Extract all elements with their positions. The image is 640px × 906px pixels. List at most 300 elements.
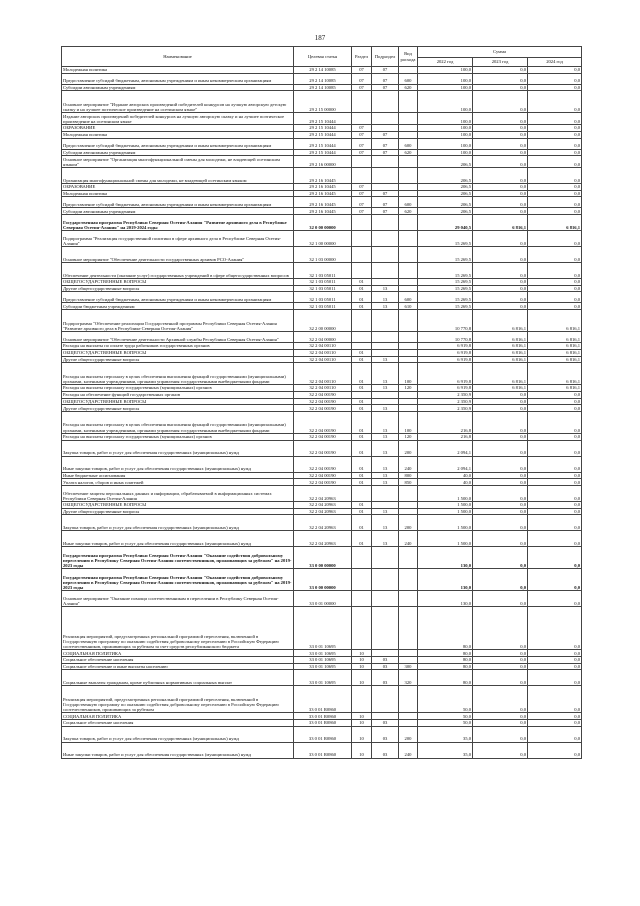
row-sum-2023: 0,0 xyxy=(473,113,528,125)
row-subsection xyxy=(372,591,399,607)
row-expense-type: 850 xyxy=(399,479,418,486)
row-code: 29 2 16 10445 xyxy=(294,184,352,191)
row-subsection xyxy=(372,263,399,279)
row-code: 32 2 04 00110 xyxy=(294,349,352,356)
row-subsection: 13 xyxy=(372,472,399,479)
row-section: 07 xyxy=(352,149,372,156)
row-expense-type: 240 xyxy=(399,456,418,472)
row-sum-2023: 0,0 xyxy=(473,411,528,433)
row-expense-type: 610 xyxy=(399,303,418,310)
row-code: 33 0 00 00000 xyxy=(294,569,352,591)
row-expense-type xyxy=(399,686,418,713)
table-row xyxy=(62,292,582,303)
row-name: Государственная программа Республики Северная Осетия-Алания "Развитие архивного дела в Республике Северная Осетия-Алания" на 2019-2024 годы xyxy=(62,215,294,231)
row-name: Другие общегосударственные вопросы xyxy=(62,356,294,363)
row-section: 01 xyxy=(352,385,372,392)
row-name: Социальное обеспечение населения xyxy=(62,657,294,664)
row-sum-2024: 0,0 xyxy=(528,591,582,607)
row-section xyxy=(352,607,372,650)
row-subsection: 03 xyxy=(372,670,399,686)
row-sum-2022: 130,0 xyxy=(418,547,473,569)
row-name: Подпрограмма "Обеспечение реализации Государственной программы Республики Северная Осетия-Алания "Развитие архивного дела в Республике Северная Осетия-Алания" xyxy=(62,310,294,332)
row-code: 29 2 15 10444 xyxy=(294,113,352,125)
row-sum-2023: 0,0 xyxy=(473,569,528,591)
row-sum-2022: 80,0 xyxy=(418,670,473,686)
row-name: ОБЩЕГОСУДАРСТВЕННЫЕ ВОПРОСЫ xyxy=(62,279,294,286)
row-subsection: 03 xyxy=(372,663,399,670)
row-expense-type: 200 xyxy=(399,726,418,742)
table-row xyxy=(62,508,582,515)
row-sum-2023: 6 816,1 xyxy=(473,356,528,363)
row-sum-2022: 10 770,8 xyxy=(418,332,473,343)
row-code: 29 2 14 10085 xyxy=(294,67,352,74)
row-sum-2024: 0,0 xyxy=(528,91,582,113)
row-subsection: 13 xyxy=(372,363,399,385)
row-code: 29 2 16 00000 xyxy=(294,156,352,168)
table-row xyxy=(62,547,582,569)
row-name: Государственная программа Республики Северная Осетия-Алания "Оказание содействия добровольному переселению в Республику Северная Осетия-Алания соотечественников, проживающих за рубежом" на 2019-2023 годы xyxy=(62,569,294,591)
row-expense-type xyxy=(399,125,418,132)
row-sum-2023: 0,0 xyxy=(473,184,528,191)
row-sum-2024: 0,0 xyxy=(528,285,582,292)
row-code: 33 0 01 10695 xyxy=(294,650,352,657)
row-sum-2022: 100,0 xyxy=(418,84,473,91)
row-name: Расходы на выплаты персоналу государственных (муниципальных) органов xyxy=(62,385,294,392)
row-sum-2023: 6 816,1 xyxy=(473,349,528,356)
row-name: ОБРАЗОВАНИЕ xyxy=(62,125,294,132)
row-name: ОБРАЗОВАНИЕ xyxy=(62,184,294,191)
row-sum-2023: 0,0 xyxy=(473,720,528,727)
row-expense-type: 240 xyxy=(399,742,418,758)
row-sum-2022: 50,0 xyxy=(418,713,473,720)
row-section: 01 xyxy=(352,515,372,531)
row-subsection xyxy=(372,349,399,356)
row-name: Основное мероприятие "Обеспечение деятельности Архивной службы Республики Северная Осетия-Алания" xyxy=(62,332,294,343)
row-code: 32 2 04 00190 xyxy=(294,456,352,472)
row-code: 32 2 04 20963 xyxy=(294,515,352,531)
table-row xyxy=(62,231,582,247)
row-sum-2024: 0,0 xyxy=(528,263,582,279)
row-expense-type xyxy=(399,713,418,720)
row-section: 01 xyxy=(352,292,372,303)
row-subsection: 07 xyxy=(372,197,399,208)
row-code: 33 0 01 10695 xyxy=(294,657,352,664)
header-subsection: Подраздел xyxy=(372,47,399,67)
row-section: 01 xyxy=(352,472,372,479)
row-sum-2022: 15 269,5 xyxy=(418,231,473,247)
row-name: Молодежная политика xyxy=(62,131,294,138)
row-name: Предоставление субсидий бюджетным, автономным учреждениям и иным некоммерческим организациям xyxy=(62,73,294,84)
row-section: 01 xyxy=(352,285,372,292)
table-row xyxy=(62,131,582,138)
row-name: Другие общегосударственные вопросы xyxy=(62,405,294,412)
row-sum-2022: 15 269,5 xyxy=(418,303,473,310)
table-row xyxy=(62,720,582,727)
row-sum-2024: 0,0 xyxy=(528,247,582,263)
row-name: Субсидии автономным учреждениям xyxy=(62,84,294,91)
row-sum-2022: 100,0 xyxy=(418,91,473,113)
row-section: 01 xyxy=(352,411,372,433)
row-name: Расходы на выплаты персоналу в целях обеспечения выполнения функций государственными (муниципальными) органами, казенными учреждениями, органами управления государственными внебюджетными фондами xyxy=(62,411,294,433)
row-name: Основное мероприятие "Оказание помощи соотечественникам в переселении в Республику Северная Осетия-Алания" xyxy=(62,591,294,607)
row-subsection: 07 xyxy=(372,67,399,74)
row-name: Государственная программа Республики Северная Осетия-Алания "Оказание содействия добровольному переселению в Республику Северная Осетия-Алания соотечественников, проживающих за рубежом" на 2019-2023 годы xyxy=(62,547,294,569)
row-expense-type: 200 xyxy=(399,440,418,456)
row-sum-2024: 0,0 xyxy=(528,405,582,412)
row-sum-2022: 80,0 xyxy=(418,657,473,664)
row-sum-2022: 35,0 xyxy=(418,726,473,742)
row-section: 01 xyxy=(352,398,372,405)
row-code: 32 1 03 05011 xyxy=(294,292,352,303)
row-expense-type xyxy=(399,184,418,191)
row-subsection: 13 xyxy=(372,356,399,363)
row-sum-2022: 15 269,5 xyxy=(418,285,473,292)
row-subsection: 13 xyxy=(372,531,399,547)
row-section: 01 xyxy=(352,405,372,412)
row-subsection xyxy=(372,332,399,343)
row-expense-type xyxy=(399,156,418,168)
row-expense-type xyxy=(399,356,418,363)
row-expense-type: 620 xyxy=(399,149,418,156)
table-row xyxy=(62,742,582,758)
row-section xyxy=(352,215,372,231)
row-name: Молодежная политика xyxy=(62,67,294,74)
row-subsection xyxy=(372,391,399,398)
row-code: 32 1 03 00000 xyxy=(294,247,352,263)
header-year-2022: 2022 год xyxy=(418,58,473,67)
row-expense-type xyxy=(399,720,418,727)
row-sum-2023: 0,0 xyxy=(473,247,528,263)
row-sum-2024: 0,0 xyxy=(528,607,582,650)
row-code: 32 2 04 00190 xyxy=(294,440,352,456)
row-sum-2024: 0,0 xyxy=(528,398,582,405)
row-subsection: 13 xyxy=(372,405,399,412)
row-name: Иные бюджетные ассигнования xyxy=(62,472,294,479)
row-name: Реализация мероприятий, предусмотренных региональной программой переселения, включенной в Государственную программу по оказанию содействия добровольному переселению в Российскую Федерацию соотечественников, проживающих за рубежом xyxy=(62,686,294,713)
row-sum-2022: 15 269,5 xyxy=(418,247,473,263)
row-sum-2022: 10 770,8 xyxy=(418,310,473,332)
row-sum-2022: 15 269,5 xyxy=(418,279,473,286)
row-code: 29 2 15 10444 xyxy=(294,125,352,132)
row-sum-2022: 29 040,5 xyxy=(418,215,473,231)
row-sum-2023: 0,0 xyxy=(473,502,528,509)
table-row xyxy=(62,113,582,125)
row-sum-2023: 0,0 xyxy=(473,433,528,440)
row-section: 07 xyxy=(352,131,372,138)
row-code: 32 2 04 00000 xyxy=(294,332,352,343)
row-sum-2024: 0,0 xyxy=(528,197,582,208)
row-sum-2023: 0,0 xyxy=(473,657,528,664)
table-row xyxy=(62,411,582,433)
row-subsection: 07 xyxy=(372,131,399,138)
row-sum-2022: 1 500,0 xyxy=(418,486,473,502)
table-row xyxy=(62,73,582,84)
row-sum-2024: 0,0 xyxy=(528,149,582,156)
row-sum-2024: 0,0 xyxy=(528,184,582,191)
row-sum-2024: 0,0 xyxy=(528,131,582,138)
row-sum-2024: 0,0 xyxy=(528,508,582,515)
row-sum-2024: 0,0 xyxy=(528,113,582,125)
table-row xyxy=(62,440,582,456)
table-row xyxy=(62,433,582,440)
row-sum-2022: 2 350,9 xyxy=(418,391,473,398)
row-sum-2024: 0,0 xyxy=(528,292,582,303)
row-code: 32 2 04 20963 xyxy=(294,486,352,502)
row-name: СОЦИАЛЬНАЯ ПОЛИТИКА xyxy=(62,650,294,657)
table-row xyxy=(62,285,582,292)
row-sum-2022: 6 919,8 xyxy=(418,385,473,392)
row-sum-2022: 206,5 xyxy=(418,168,473,184)
row-expense-type: 620 xyxy=(399,84,418,91)
row-sum-2022: 206,5 xyxy=(418,156,473,168)
row-subsection: 03 xyxy=(372,726,399,742)
row-section: 01 xyxy=(352,502,372,509)
row-sum-2023: 0,0 xyxy=(473,125,528,132)
row-sum-2024: 6 816,1 xyxy=(528,215,582,231)
row-sum-2024: 0,0 xyxy=(528,231,582,247)
row-subsection: 07 xyxy=(372,190,399,197)
row-expense-type: 320 xyxy=(399,670,418,686)
row-sum-2023: 0,0 xyxy=(473,726,528,742)
row-subsection: 07 xyxy=(372,149,399,156)
row-sum-2024: 0,0 xyxy=(528,67,582,74)
row-sum-2023: 0,0 xyxy=(473,547,528,569)
row-sum-2022: 50,0 xyxy=(418,720,473,727)
table-row xyxy=(62,310,582,332)
row-name: Социальное обеспечение населения xyxy=(62,720,294,727)
row-sum-2022: 100,0 xyxy=(418,149,473,156)
row-sum-2024: 0,0 xyxy=(528,569,582,591)
row-sum-2023: 0,0 xyxy=(473,405,528,412)
row-name: Закупка товаров, работ и услуг для обеспечения государственных (муниципальных) нужд xyxy=(62,726,294,742)
row-section xyxy=(352,486,372,502)
row-subsection: 07 xyxy=(372,138,399,149)
row-section: 07 xyxy=(352,190,372,197)
row-subsection: 13 xyxy=(372,292,399,303)
row-sum-2022: 6 919,8 xyxy=(418,363,473,385)
table-row xyxy=(62,569,582,591)
row-name: Иные закупки товаров, работ и услуг для обеспечения государственных (муниципальных) нужд xyxy=(62,742,294,758)
row-section xyxy=(352,686,372,713)
row-section xyxy=(352,156,372,168)
row-subsection: 13 xyxy=(372,385,399,392)
row-sum-2022: 206,5 xyxy=(418,190,473,197)
row-subsection xyxy=(372,569,399,591)
row-expense-type xyxy=(399,279,418,286)
table-row xyxy=(62,650,582,657)
row-section: 10 xyxy=(352,657,372,664)
row-sum-2023: 0,0 xyxy=(473,515,528,531)
row-section: 10 xyxy=(352,742,372,758)
row-section: 01 xyxy=(352,349,372,356)
row-code: 32 2 04 00190 xyxy=(294,405,352,412)
row-sum-2024: 0,0 xyxy=(528,411,582,433)
row-sum-2024: 0,0 xyxy=(528,303,582,310)
row-sum-2022: 40,0 xyxy=(418,479,473,486)
row-name: ОБЩЕГОСУДАРСТВЕННЫЕ ВОПРОСЫ xyxy=(62,502,294,509)
row-section: 07 xyxy=(352,197,372,208)
row-sum-2022: 216,8 xyxy=(418,411,473,433)
row-expense-type: 620 xyxy=(399,208,418,215)
row-section xyxy=(352,263,372,279)
row-name: Обеспечение деятельности (оказание услуг) государственных учреждений в сфере общегосударственных вопросов xyxy=(62,263,294,279)
row-sum-2024: 0,0 xyxy=(528,713,582,720)
row-sum-2022: 6 919,8 xyxy=(418,349,473,356)
row-name: Основное мероприятие "Организация многофункциональной смены для молодежи, не владеющей осетинским языком" xyxy=(62,156,294,168)
row-name: СОЦИАЛЬНАЯ ПОЛИТИКА xyxy=(62,713,294,720)
row-code: 33 0 00 00000 xyxy=(294,547,352,569)
row-sum-2022: 35,0 xyxy=(418,742,473,758)
row-sum-2024: 0,0 xyxy=(528,440,582,456)
row-name: Предоставление субсидий бюджетным, автономным учреждениям и иным некоммерческим организациям xyxy=(62,197,294,208)
row-sum-2024: 0,0 xyxy=(528,547,582,569)
row-expense-type xyxy=(399,657,418,664)
header-code: Целевая статья xyxy=(294,47,352,67)
table-row xyxy=(62,125,582,132)
row-expense-type xyxy=(399,168,418,184)
row-sum-2022: 15 269,5 xyxy=(418,292,473,303)
row-code: 33 0 01 R0860 xyxy=(294,713,352,720)
row-subsection: 07 xyxy=(372,84,399,91)
row-expense-type xyxy=(399,405,418,412)
row-code: 32 2 04 00190 xyxy=(294,391,352,398)
row-name: Реализация мероприятий, предусмотренных региональной программой переселения, включенной в Государственную программу по оказанию содействия добровольному переселению в Российскую Федерацию соотечественников, проживающих за рубежом за счет средств республиканского бюджета xyxy=(62,607,294,650)
row-name: Субсидии автономным учреждениям xyxy=(62,149,294,156)
row-code: 33 0 01 10695 xyxy=(294,670,352,686)
table-row xyxy=(62,670,582,686)
row-name: Подпрограмма "Реализация государственной политики в сфере архивного дела в Республике Северная Осетия-Алания" xyxy=(62,231,294,247)
row-code: 32 2 04 00110 xyxy=(294,356,352,363)
row-subsection xyxy=(372,91,399,113)
table-row xyxy=(62,591,582,607)
row-sum-2022: 2 350,9 xyxy=(418,405,473,412)
row-code: 29 2 16 10445 xyxy=(294,197,352,208)
row-expense-type xyxy=(399,547,418,569)
row-sum-2024: 6 816,1 xyxy=(528,310,582,332)
table-row xyxy=(62,398,582,405)
row-section: 07 xyxy=(352,67,372,74)
row-subsection xyxy=(372,125,399,132)
row-name: Обеспечение защиты персональных данных и информации, обрабатываемой в информационных системах Республики Северная Осетия-Алания xyxy=(62,486,294,502)
row-sum-2024: 0,0 xyxy=(528,156,582,168)
row-name: ОБЩЕГОСУДАРСТВЕННЫЕ ВОПРОСЫ xyxy=(62,398,294,405)
table-row xyxy=(62,190,582,197)
row-code: 32 2 04 00110 xyxy=(294,343,352,350)
row-expense-type xyxy=(399,231,418,247)
row-sum-2022: 206,5 xyxy=(418,197,473,208)
row-sum-2023: 0,0 xyxy=(473,67,528,74)
row-section xyxy=(352,247,372,263)
row-subsection: 13 xyxy=(372,411,399,433)
row-sum-2022: 130,0 xyxy=(418,569,473,591)
row-expense-type xyxy=(399,91,418,113)
row-subsection xyxy=(372,398,399,405)
row-expense-type xyxy=(399,486,418,502)
row-sum-2023: 0,0 xyxy=(473,131,528,138)
row-sum-2022: 100,0 xyxy=(418,125,473,132)
row-expense-type xyxy=(399,263,418,279)
row-sum-2023: 0,0 xyxy=(473,391,528,398)
header-year-2024: 2024 год xyxy=(528,58,582,67)
row-sum-2023: 0,0 xyxy=(473,663,528,670)
row-subsection: 13 xyxy=(372,456,399,472)
table-row xyxy=(62,184,582,191)
row-sum-2024: 0,0 xyxy=(528,663,582,670)
row-code: 32 2 04 00190 xyxy=(294,398,352,405)
row-subsection xyxy=(372,502,399,509)
row-sum-2024: 0,0 xyxy=(528,433,582,440)
row-expense-type xyxy=(399,310,418,332)
row-sum-2024: 6 816,1 xyxy=(528,349,582,356)
row-section: 01 xyxy=(352,531,372,547)
row-sum-2022: 100,0 xyxy=(418,73,473,84)
row-expense-type xyxy=(399,332,418,343)
row-name: Расходы на выплаты персоналу государственных (муниципальных) органов xyxy=(62,433,294,440)
row-expense-type xyxy=(399,343,418,350)
row-expense-type xyxy=(399,391,418,398)
row-sum-2024: 0,0 xyxy=(528,486,582,502)
row-section xyxy=(352,547,372,569)
row-subsection: 13 xyxy=(372,303,399,310)
row-sum-2023: 0,0 xyxy=(473,208,528,215)
row-expense-type: 100 xyxy=(399,411,418,433)
row-expense-type xyxy=(399,113,418,125)
row-name: Организация многофункциональной смены для молодежи, не владеющей осетинским языком xyxy=(62,168,294,184)
row-code: 32 2 04 00190 xyxy=(294,472,352,479)
table-row xyxy=(62,356,582,363)
header-section: Раздел xyxy=(352,47,372,67)
table-row xyxy=(62,332,582,343)
row-sum-2024: 0,0 xyxy=(528,650,582,657)
row-code: 32 2 04 00110 xyxy=(294,385,352,392)
row-code: 29 2 16 10445 xyxy=(294,208,352,215)
row-sum-2023: 0,0 xyxy=(473,486,528,502)
row-code: 29 2 14 10085 xyxy=(294,84,352,91)
row-sum-2023: 0,0 xyxy=(473,472,528,479)
table-row xyxy=(62,303,582,310)
table-row xyxy=(62,215,582,231)
row-code: 32 1 03 05011 xyxy=(294,279,352,286)
row-subsection xyxy=(372,156,399,168)
row-sum-2023: 6 816,1 xyxy=(473,343,528,350)
row-sum-2023: 0,0 xyxy=(473,713,528,720)
row-code: 32 2 00 00000 xyxy=(294,310,352,332)
row-sum-2022: 1 500,0 xyxy=(418,502,473,509)
table-row xyxy=(62,197,582,208)
row-subsection: 07 xyxy=(372,208,399,215)
row-expense-type: 800 xyxy=(399,472,418,479)
row-subsection xyxy=(372,343,399,350)
row-code: 32 2 04 20963 xyxy=(294,502,352,509)
row-name: Основное мероприятие "Издание авторских произведений победителей конкурсов на лучшую авторскую детскую сказку и на лучшее поэтическое произведение на осетинском языке" xyxy=(62,91,294,113)
table-row xyxy=(62,502,582,509)
table-row xyxy=(62,156,582,168)
row-expense-type: 600 xyxy=(399,197,418,208)
row-expense-type: 120 xyxy=(399,433,418,440)
row-expense-type xyxy=(399,650,418,657)
row-sum-2023: 0,0 xyxy=(473,279,528,286)
table-row xyxy=(62,713,582,720)
row-sum-2024: 0,0 xyxy=(528,190,582,197)
row-code: 33 0 01 00000 xyxy=(294,591,352,607)
row-section xyxy=(352,332,372,343)
table-row xyxy=(62,385,582,392)
row-section: 01 xyxy=(352,508,372,515)
row-sum-2024: 0,0 xyxy=(528,720,582,727)
row-subsection: 13 xyxy=(372,285,399,292)
row-code: 33 0 01 R0860 xyxy=(294,720,352,727)
row-expense-type: 200 xyxy=(399,515,418,531)
